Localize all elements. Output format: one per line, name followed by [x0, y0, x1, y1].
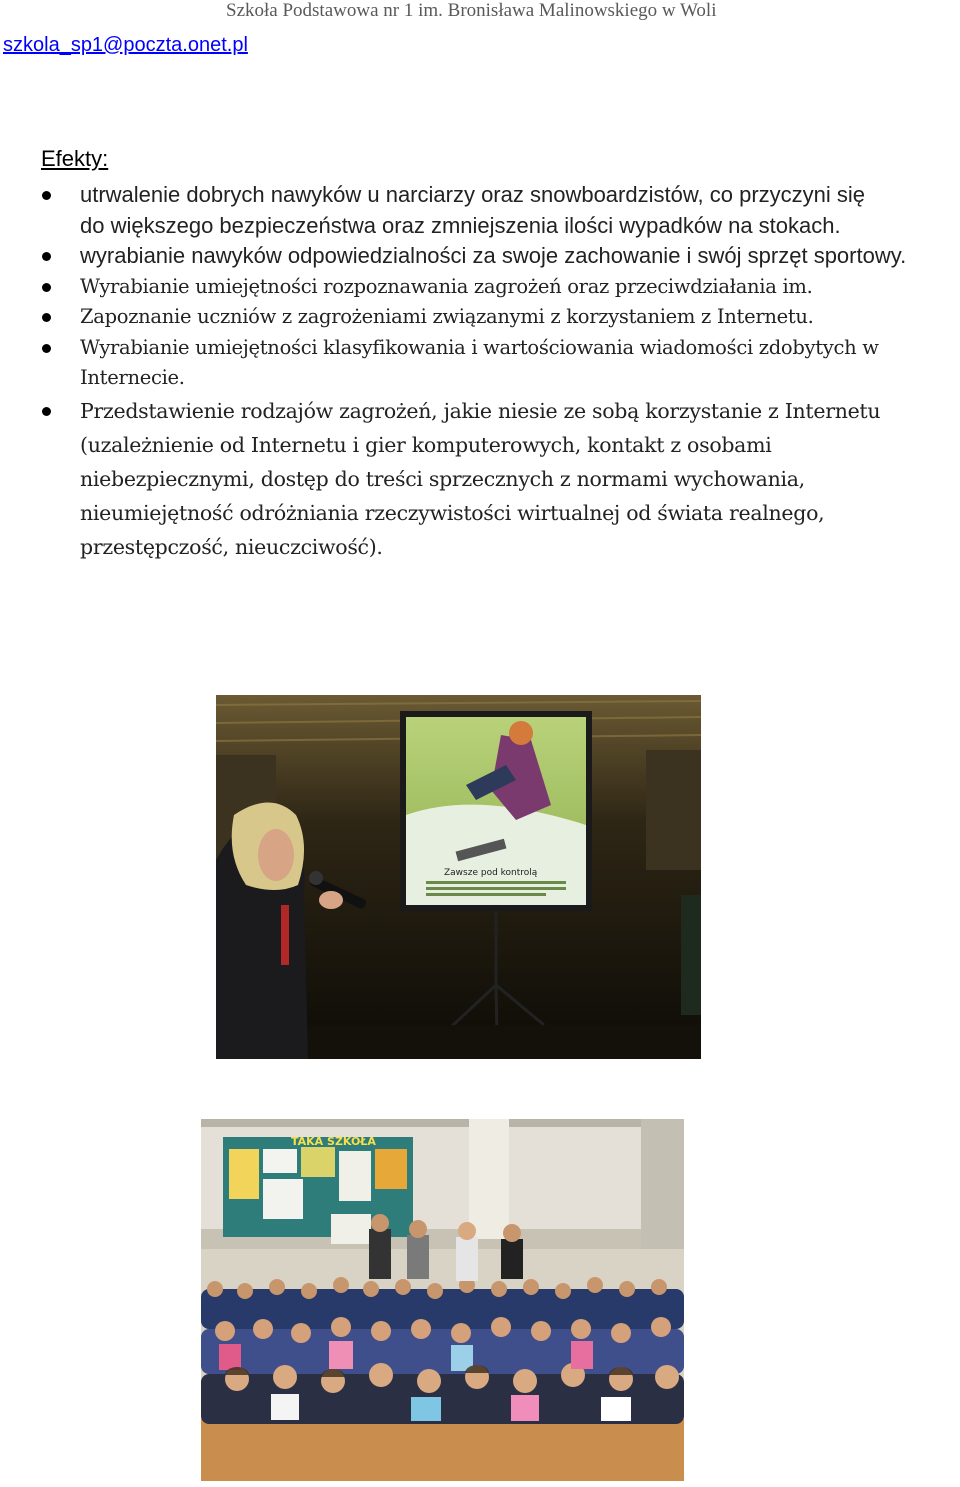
bullet-icon [42, 407, 51, 416]
presentation-photo [216, 695, 701, 1059]
list-item-text: Zapoznanie uczniów z zagrożeniami związanymi z korzystaniem z Internetu. [80, 305, 814, 328]
list-item [0, 333, 940, 394]
email-link[interactable]: szkola_sp1@poczta.onet.pl [3, 34, 248, 56]
screen-caption: Zawsze pod kontrolą [444, 868, 538, 878]
list-item-text: wyrabianie nawyków odpowiedzialności za swoje zachowanie i swój sprzęt sportowy. [80, 243, 907, 268]
list-item-text: Przedstawienie rodzajów zagrożeń, jakie niesie ze sobą korzystanie z Internetu (uzależnienie od Internetu i gier komputerowych, kontakt z osobami niebezpiecznymi, dostęp do treści sprzecznych z normami wychowania, nieumiejętność odróżniania rzeczywistości wirtualnej od świata realnego, przestępczość, nieuczciwość). [80, 398, 881, 559]
list-item-text: Wyrabianie umiejętności rozpoznawania zagrożeń oraz przeciwdziałania im. [80, 274, 813, 298]
effects-list [0, 180, 960, 564]
students-photo [201, 1119, 684, 1481]
list-item-text: utrwalenie dobrych nawyków u narciarzy oraz snowboardzistów, co przyczyni się do większego bezpieczeństwa oraz zmniejszenia ilości wypadków na stokach. [80, 182, 866, 238]
list-item [0, 302, 940, 333]
list-item [0, 394, 940, 564]
bullet-icon [42, 283, 51, 292]
bullet-icon [42, 313, 51, 322]
list-item-text: Wyrabianie umiejętności klasyfikowania i wartościowania wiadomości zdobytych w Internecie. [80, 335, 879, 389]
list-item [0, 241, 940, 272]
bullet-icon [42, 191, 51, 200]
school-header-title: Szkoła Podstawowa nr 1 im. Bronisława Malinowskiego w Woli [226, 0, 717, 21]
effects-heading: Efekty: [41, 146, 109, 171]
bullet-icon [42, 344, 51, 353]
list-item [0, 272, 940, 303]
list-item [0, 180, 940, 241]
banner-text: TAKA SZKOŁA [291, 1135, 376, 1148]
bullet-icon [42, 252, 51, 261]
